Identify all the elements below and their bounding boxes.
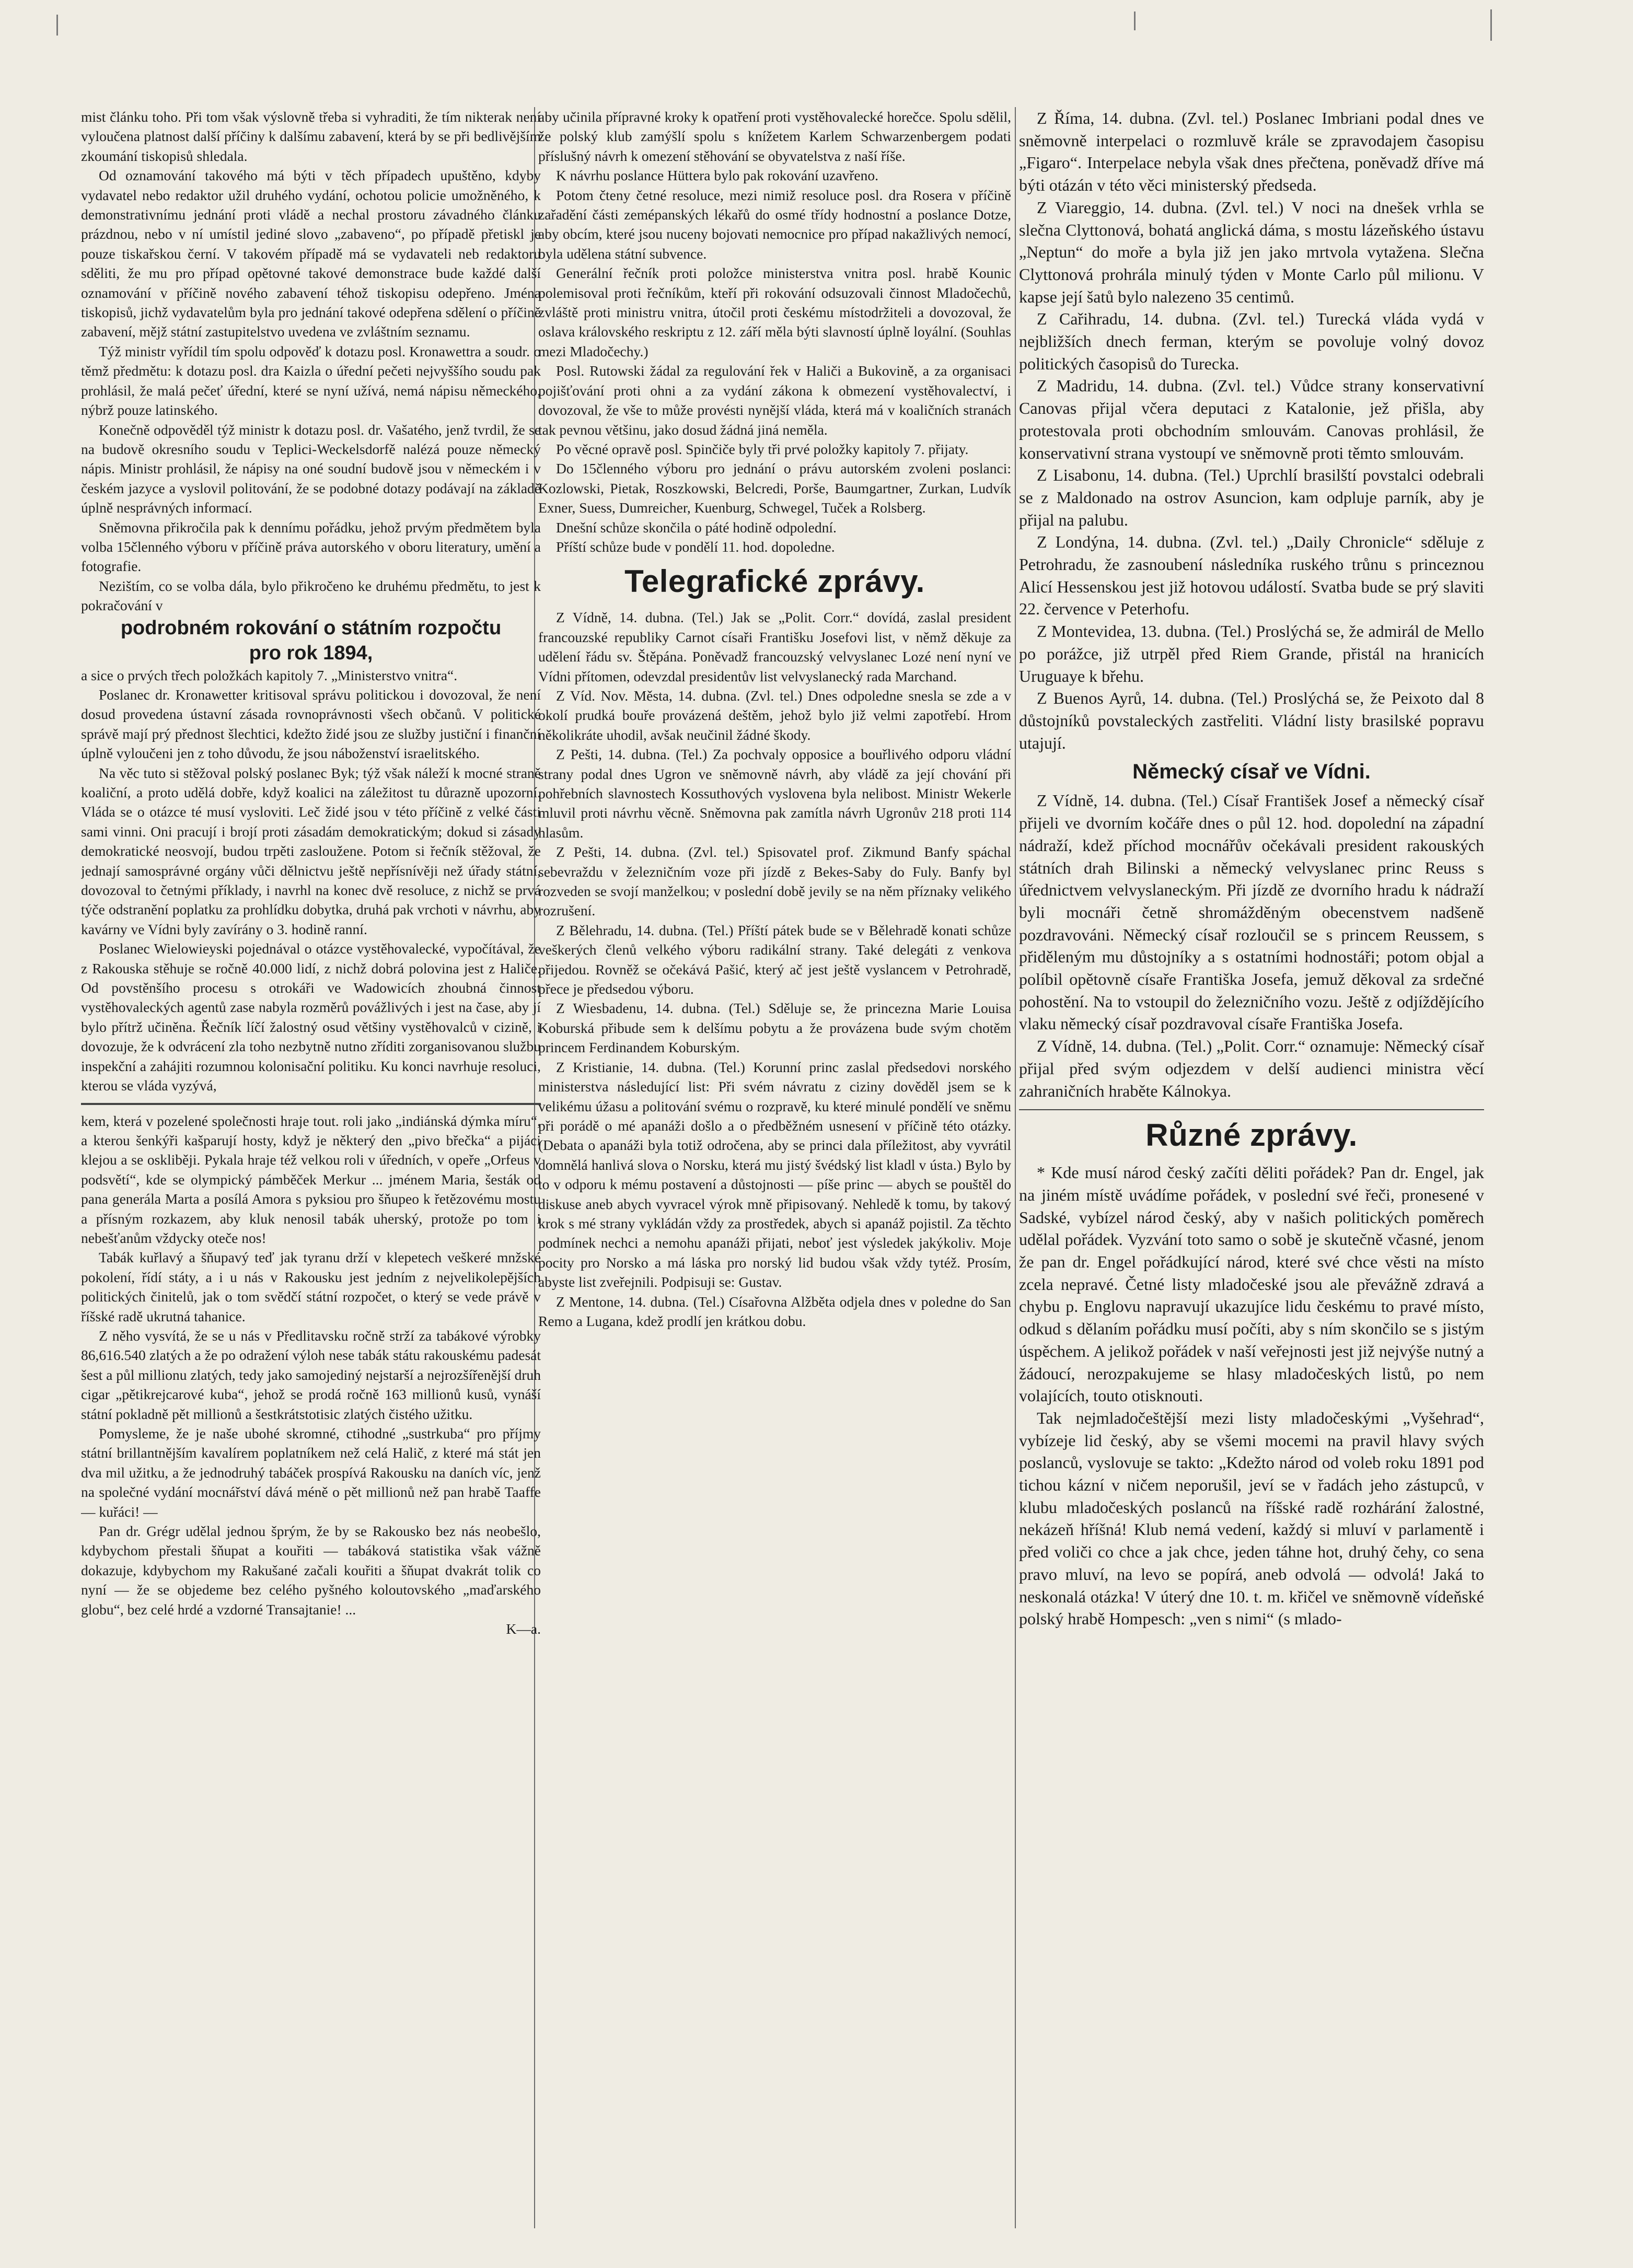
- telegram-item: Z Říma, 14. dubna. (Zvl. tel.) Poslanec Imbriani podal dnes ve sněmovně interpelaci o rozmluvě krále se zpravodajem časopisu „Figaro“. Interpelace nebyla však dnes přečtena, poněvadž dříve má býti otázán v této věci ministerský předseda.: [1019, 109, 1484, 195]
- paragraph: mist článku toho. Při tom však výslovně třeba si vyhraditi, že tím nikterak není vyloučena platnost další příčiny k dalšímu zabavení, která by se při bedlivějším zkoumání tiskopisů shledala.: [81, 109, 541, 164]
- telegram-item: Z Cařihradu, 14. dubna. (Zvl. tel.) Turecká vláda vydá v nejbližších dnech ferman, kterým se povoluje volný dovoz politických časopisů do Turecka.: [1019, 309, 1484, 373]
- section-divider: [1019, 1109, 1484, 1110]
- paragraph: Konečně odpověděl týž ministr k dotazu posl. dr. Vašatého, jenž tvrdil, že se na budově okresního soudu v Teplici-Weckelsdorfě nalézá pouze německý nápis. Ministr prohlásil, že nápisy na oné soudní budově jsou v německém i v českém jazyce a vyslovil politování, že se podobné dotazy podávají na základě úplně nesprávných informací.: [81, 421, 541, 516]
- telegram-item: Z Londýna, 14. dubna. (Zvl. tel.) „Daily Chronicle“ sděluje z Petrohradu, že zasnoubení následníka ruského trůnu s princeznou Alicí Hessenskou jest již hotovou událostí. Svatba bude se prý slaviti 22. července v Peterhofu.: [1019, 532, 1484, 619]
- subheading-german-emperor: Německý císař ve Vídni.: [1132, 760, 1371, 784]
- paragraph: Generální řečník proti položce ministerstva vnitra posl. hrabě Kounic polemisoval proti řečníkům, kteří při rokování odsuzovali činnost Mladočechů, zvláště proti ministru vnitra, útočil proti českému místodržiteli a dovozoval, že oslava královského reskriptu z 12. září měla býti slavností úplně loyální. (Souhlas mezi Mladočechy.): [538, 265, 1011, 359]
- paragraph: Po věcné opravě posl. Spinčiče byly tři prvé položky kapitoly 7. přijaty.: [556, 440, 969, 457]
- paragraph: Nezištím, co se volba dála, bylo přikročeno ke druhému předmětu, to jest k pokračování v: [81, 577, 541, 614]
- paragraph: Od oznamování takového má býti v těch případech upuštěno, kdyby vydavatel nebo redaktor užil druhého vydání, ochotou policie umožněného, k demonstrativnímu jednání proti vládě a nechal prostoru závadného článku prázdnou, nebo v ní umístil jediné slovo „zabaveno“, po případě přetiskl je pouze tiskařskou černí. V takovém případě má se vydavateli neb redaktoru sděliti, že mu pro případ opětovné takové demonstrace bude každé další oznamování v příčině nového zabavení téhož tiskopisu odepřeno. Jména tiskopisů, jichž vydavatelům byla pro jednání takové odepřena sdělení o příčině zabavení, mějž státní zastupitelstvo uvedena ve zvláštním seznamu.: [81, 167, 541, 340]
- column-2: [538, 107, 1011, 2228]
- telegram-item: Z Vídně, 14. dubna. (Tel.) Jak se „Polit. Corr.“ dovídá, zaslal president francouzské republiky Carnot císaři Františku Josefovi list, v němž děkuje za udělení řádu sv. Štěpána. Poněvadž francouzský velvyslanec Lozé není nyní ve Vídni přítomen, odevzdal presidentův list velvyslanecký rada Marchand.: [538, 609, 1011, 684]
- author-signature: K—a.: [506, 1621, 541, 1637]
- section-heading-various: Různé zprávy.: [1145, 1118, 1358, 1153]
- paragraph: Příští schůze bude v pondělí 11. hod. dopoledne.: [556, 538, 835, 555]
- telegram-item: Z Wiesbadenu, 14. dubna. (Tel.) Sděluje se, že princezna Marie Louisa Koburská přibude sem k delšímu pobytu a že provázena bude svým chotěm princem Ferdinandem Koburským.: [538, 1000, 1011, 1056]
- budget-heading-line-2: pro rok 1894,: [249, 642, 373, 664]
- telegram-item: Z Víd. Nov. Města, 14. dubna. (Zvl. tel.) Dnes odpoledne snesla se zde a v okolí prudká bouře provázená deštěm, jehož bylo již velmi zapotřebí. Hrom několikráte uhodil, avšak neučinil žádné škody.: [538, 687, 1011, 743]
- telegram-item: Z Pešti, 14. dubna. (Tel.) Za pochvaly opposice a bouřlivého odporu vládní strany podal dnes Ugron ve sněmovně návrh, aby vládě za její chování při pohřebních slavnostech Kossuthových vyslovena byla nelibost. Ministr Wekerle mluvil proti návrhu věcně. Sněmovna pak zamítla návrh Ugronův 218 proti 114 hlasům.: [538, 746, 1011, 841]
- paragraph: K návrhu poslance Hüttera bylo pak rokování uzavřeno.: [556, 167, 879, 184]
- paragraph: Poslanec Wielowieyski pojednával o otázce vystěhovalecké, vypočítával, že z Rakouska stěhuje se ročně 40.000 lidí, z nichž dobrá polovina jest z Haliče. Od povstěnšího procesu s otrokáři ve Wadowicích zhoubná činnost vystěhovaleckých agentů zase nabyla rozměrů povážlivých i jest na čase, aby jí bylo přítrž učiněna. Řečník líčí žalostný osud většiny vystěhovalců v cizině, i dovozuje, že k odvrácení zla toho nezbytně nutno zříditi zorganisovanou službu inspekční a zahájiti rozumnou kolonisační politiku. Ku konci navrhuje resoluci, kterou se vláda vyzývá,: [81, 940, 541, 1094]
- column-3: [1019, 107, 1484, 2228]
- telegram-item: Z Vídně, 14. dubna. (Tel.) Císař František Josef a německý císař přijeli ve dvorním kočáře dnes o půl 12. hod. dopolední na západní nádraží, kdež příchod mocnářův očekávali president rakouských státních drah Bilinski a německý velvyslanec princ Reuss s úřednictvem velvyslaneckým. Při jízdě ze dvorního hradu k nádraží byli mocnáři četně shromážděným obecenstvem nadšeně pozdravováni. Německý císař rozloučil se s princem Reussem, s přiděleným mu důstojníky a s ostatními hodnostáři; potom objal a políbil opětovně císaře Františka Josefa, jemuž děkoval za srdečné pohostění. Na to vstoupil do železničního vozu. Ještě z odjíždějícího vlaku německý císař pozdravoval císaře Františka Josefa.: [1019, 791, 1484, 1033]
- paragraph: Posl. Rutowski žádal za regulování řek v Haliči a Bukovině, a za organisaci pojišťování proti ohni a za vydání zákona k obmezení vystěhovalectví, i dovozoval, že vše to může provésti nynější vláda, která má v koaličních stranách tak pevnou většinu, jako dosud žádná jiná neměla.: [538, 363, 1011, 438]
- feuilleton-paragraph: Z něho vysvítá, že se u nás v Předlitavsku ročně strží za tabákové výrobky 86,616.540 zlatých a že po odražení výloh nese tabák státu rakouskému padesát šest a půl millionu zlatých, tedy jako samojediný nejstarší a nejrozšířenější druh cigar „pětikrejcarové kuba“, jehož se prodá ročně 163 millionů kusů, vynáší státní pokladně pět millionů a šestkrátstotisic zlatých čistého užitku.: [81, 1327, 541, 1422]
- column-rule-2: [1015, 107, 1016, 2228]
- scan-mark-top-middle: [1134, 11, 1136, 30]
- section-heading-telegraphic: Telegrafické zprávy.: [624, 564, 925, 599]
- paragraph: Sněmovna přikročila pak k dennímu pořádku, jehož prvým předmětem byla volba 15členného výboru v příčině práva autorského v oboru literatury, umění a fotografie.: [81, 519, 541, 575]
- scan-mark-top-right: [1490, 9, 1492, 41]
- telegram-item: Z Viareggio, 14. dubna. (Zvl. tel.) V noci na dnešek vrhla se slečna Clyttonová, bohatá anglická dáma, s mostu lázeňského ústavu „Neptun“ do moře a byla již jen jako mrtvola vytažena. Slečna Clyttonová prohrála minulý týden v Monte Carlo půl milionu. V kapse její šatů bylo nalezeno 35 centimů.: [1019, 197, 1484, 306]
- feuilleton-divider: [81, 1103, 541, 1105]
- telegram-item: Z Mentone, 14. dubna. (Tel.) Císařovna Alžběta odjela dnes v poledne do San Remo a Lugana, kdež prodlí jen krátkou dobu.: [538, 1293, 1011, 1329]
- budget-heading-line-1: podrobném rokování o státním rozpočtu: [120, 617, 502, 639]
- paragraph: aby učinila přípravné kroky k opatření proti vystěhovalecké horečce. Spolu sdělil, že polský klub zamýšlí spolu s knížetem Karlem Schwarzenbergem podati příslušný návrh k omezení stěhování se obyvatelstva z naší říše.: [538, 109, 1011, 164]
- telegram-item: Z Pešti, 14. dubna. (Zvl. tel.) Spisovatel prof. Zikmund Banfy spáchal sebevraždu v železničním voze při jízdě z Bekes-Saby do Fuly. Banfy byl rozveden se svojí manželkou; v poslední době jevily se na něm příznaky velikého rozrušení.: [538, 844, 1011, 919]
- feuilleton-paragraph: kem, která v pozelené společnosti hraje tout. roli jako „indiánská dýmka míru“, a kterou šenkýři kašparují hosty, když je některý den „pivo břečka“ a pijáci klejou a se oskliběji. Pykala hraje též velkou roli v úředních, v opeře „Orfeus v podsvětí“, kde se olympický pámběček Merkur ... jménem Maria, šesták od pana generála Marta a posílá Amora s pyksiou pro šňupeo k řetězovému mostu a přísným rozkazem, aby kluk nenosil tabák uherský, protože po tom i nebešťanům vždycky oteče nos!: [81, 1112, 541, 1246]
- feuilleton-paragraph: Pan dr. Grégr udělal jednou šprým, že by se Rakousko bez nás neobešlo, kdybychom přestali šňupat a kouřiti — tabáková statistika však vážně dokazuje, kdybychom my Rakušané začali kouřiti a šňupat dvakrát tolik co nyní — že se objedeme bez celého pyšného koloutovského „maďarského globu“, bez celé hrdé a vzdorné Transajtanie! ...: [81, 1523, 541, 1618]
- paragraph: Do 15členného výboru pro jednání o právu autorském zvoleni poslanci: Kozlowski, Pietak, Roszkowski, Belcredi, Porše, Baumgartner, Zurkan, Ludvík Exner, Suess, Dumreicher, Kuenburg, Schwegel, Tuček a Rolsberg.: [538, 460, 1011, 516]
- paragraph: Na věc tuto si stěžoval polský poslanec Byk; týž však náleží k mocné straně koaliční, a proto udělá dobře, když koalici na záležitost tu důrazně upozorní. Vláda se o otázce té musí vysloviti. Leč židé jsou v této příčině z velké části sami vinni. Oni pracují i brojí proti zásadám demokratickým; dokud si zásady demokratické neosvojí, budou trpěti zasloužene. Potom si řečník stěžoval, že jednají samosprávné orgány vůči dělnictvu ještě nepřísnívěji než úřady státní, dovozoval to četnými příklady, i navrhl na konec dvě resoluce, z nichž se prvá týče odstranění poplatku za prohlídku dobytka, druhá pak vrchoti v návrhu, aby kavárny ve Vídni byly zavírány o 3. hodině ranní.: [81, 764, 541, 937]
- feuilleton-paragraph: Tabák kuřlavý a šňupavý teď jak tyranu drží v klepetech veškeré mnžské pokolení, řídí státy, a i u nás v Rakousku jest jedním z nejvelikolepějších politických činitelů, jak o tom svědčí státní rozpočet, o který se vede právě v říšské radě ukrutná tahanice.: [81, 1249, 541, 1324]
- paragraph: Potom čteny četné resoluce, mezi nimiž resoluce posl. dra Rosera v příčině zařadění části zemépanských lékařů do osmé třídy hodnostní a poslance Dotze, aby obcím, které jsou nuceny bojovati nemocnice pro případ nakažlivých nemocí, byla udělena státní subvence.: [538, 187, 1011, 262]
- telegram-item: Z Montevidea, 13. dubna. (Tel.) Proslýchá se, že admirál de Mello po porážce, již utrpěl před Riem Grande, přistál na hranicích Uruguaye k břehu.: [1019, 622, 1484, 685]
- paragraph: Týž ministr vyřídil tím spolu odpověď k dotazu posl. Kronawettra a soudr. o těmž předmětu: k dotazu posl. dra Kaizla o úřední pečeti nejvyššího soudu pak prohlásil, že malá pečeť úřední, které se nyní užívá, nemá nápisu německého, nýbrž pouze latinského.: [81, 343, 541, 418]
- telegram-item: Z Vídně, 14. dubna. (Tel.) „Polit. Corr.“ oznamuje: Německý císař přijal před svým odjezdem v delší audienci ministra věcí zahraničních hraběte Kálnokya.: [1019, 1037, 1484, 1100]
- news-paragraph: Tak nejmladočeštější mezi listy mladočeskými „Vyšehrad“, vybízeje lid český, aby se všemi mocemi na pravil hlavy svých poslanců, vyslovuje se takto: „Kdežto národ od voleb roku 1891 pod tichou kázní v ničem neporušil, jeví se v řadách jeho zástupců, v klubu mladočeských poslanců na říšské radě rozhárání žalostné, nekázeň hříšná! Klub nemá vedení, každý si mluví v parlamentě i před voliči co chce a jak chce, jeden táhne hot, druhý čehy, co sena pravo mluví, na levo se popírá, aneb odvolá — odvolá! Jaká to neskonalá otázka! V úterý dne 10. t. m. křičel ve sněmovně vídeňské polský hrabě Hompesch: „ven s nimi“ (s mlado-: [1019, 1408, 1484, 1629]
- scan-mark-top-left: [56, 15, 58, 36]
- paragraph: Dnešní schůze skončila o páté hodině odpolední.: [556, 519, 837, 536]
- telegram-item: Z Kristianie, 14. dubna. (Tel.) Korunní princ zaslal předsedovi norského ministerstva následující list: Při svém návratu z ciziny dověděl jsem se k velikému úžasu a politování svému o rozpravě, ku které minulé pondělí ve sněmu při porádě o mé apanáži došlo a o předběžném usnesení v příčině této otázky. (Debata o apanáži byla totiž odročena, aby se princi dala příležitost, aby vyvrátil domnělá hanlivá slova o Norsku, která mu jistý švédský list kladl v ústa.) Bylo by to v odporu k mému postavení a důstojnosti — píše princ — abych se pouštěl do diskuse aneb abych vyvracel výrok mně připisovaný. Nehledě k tomu, by takový krok s mé strany vykládán vždy za prostředek, abych si apanáž pojistil. Za těchto podmínek nechci a nemohu apanáži přijati, neboť jest výsledek jakýkoliv. Moje pocity pro Norsko a má láska pro norský lid budou však vždy tytéž. Prosím, abyste list zveřejnili. Podpisuji se: Gustav.: [538, 1059, 1011, 1290]
- news-paragraph: * Kde musí národ český začíti děliti pořádek? Pan dr. Engel, jak na jiném místě uvádíme pořádek, v poslední své řeči, pronesené v Sadské, vybízel národ český, aby v našich politických poměrech udělal pořádek. Vyzvání toto samo o sobě je skutečně včasné, jenom že pan dr. Engel pořádkující národ, které své chce věsti na místo zcela nepravé. Četné listy mladočeské jsou ale převážně zdravá a chybu p. Englovu napravují ukazujíce lidu českému to pravé místo, odkud s dělaním pořádku musí počíti, aby s ním skončilo se s jistým úspěchem. A jelikož pořádek v naší veřejnosti jest již nejvýše nutný a žádoucí, nerozpakujeme se hlasy mladočeských listů, po nem volajících, touto otisknouti.: [1019, 1163, 1484, 1405]
- feuilleton-paragraph: Pomysleme, že je naše ubohé skromné, ctihodné „sustrkuba“ pro příjmy státní brillantnějším kavalírem poplatníkem než celá Halič, z které má stát jen dva mil užitku, a že jednodruhý tabáček prospívá Rakousku na daních víc, jenž na společné vydání mocnářství dává méně o pět millionů než pan hrabě Taaffe — kuřáci! —: [81, 1425, 541, 1520]
- telegram-item: Z Bělehradu, 14. dubna. (Tel.) Příští pátek bude se v Bělehradě konati schůze veškerých členů velkého výboru radikální strany. Také delegáti z venkova přijedou. Rovněž se očekává Pašić, který ač jest ještě vyslancem v Petrohradě, přece je předsedou výboru.: [538, 922, 1011, 997]
- telegram-item: Z Madridu, 14. dubna. (Zvl. tel.) Vůdce strany konservativní Canovas přijal včera deputaci z Katalonie, jež přišla, aby protestovala proti obchodním smlouvám. Canovas prohlásil, že konservativní strana vystoupí ve sněmovně proti těmto smlouvám.: [1019, 376, 1484, 462]
- column-1: [81, 107, 541, 2228]
- paragraph: Poslanec dr. Kronawetter kritisoval správu politickou i dovozoval, že není dosud provedena ústavní zásada rovnoprávnosti všech občanů. V politické správě mají prý přednost šlechtici, kdežto židé jsou ze služby justiční i finanční úplně vyloučeni jen z toho důvodu, že jsou náboženství israelitského.: [81, 686, 541, 762]
- paragraph: a sice o prvých třech položkách kapitoly 7. „Ministerstvo vnitra“.: [81, 667, 458, 683]
- telegram-item: Z Buenos Ayrů, 14. dubna. (Tel.) Proslýchá se, že Peixoto dal 8 důstojníků povstaleckých zastřeliti. Vládní listy brasilské popravu utajují.: [1019, 689, 1484, 752]
- telegram-item: Z Lisabonu, 14. dubna. (Tel.) Uprchlí brasilští povstalci odebrali se z Maldonado na ostrov Asuncion, kam odpluje parník, aby je přijal na palubu.: [1019, 466, 1484, 529]
